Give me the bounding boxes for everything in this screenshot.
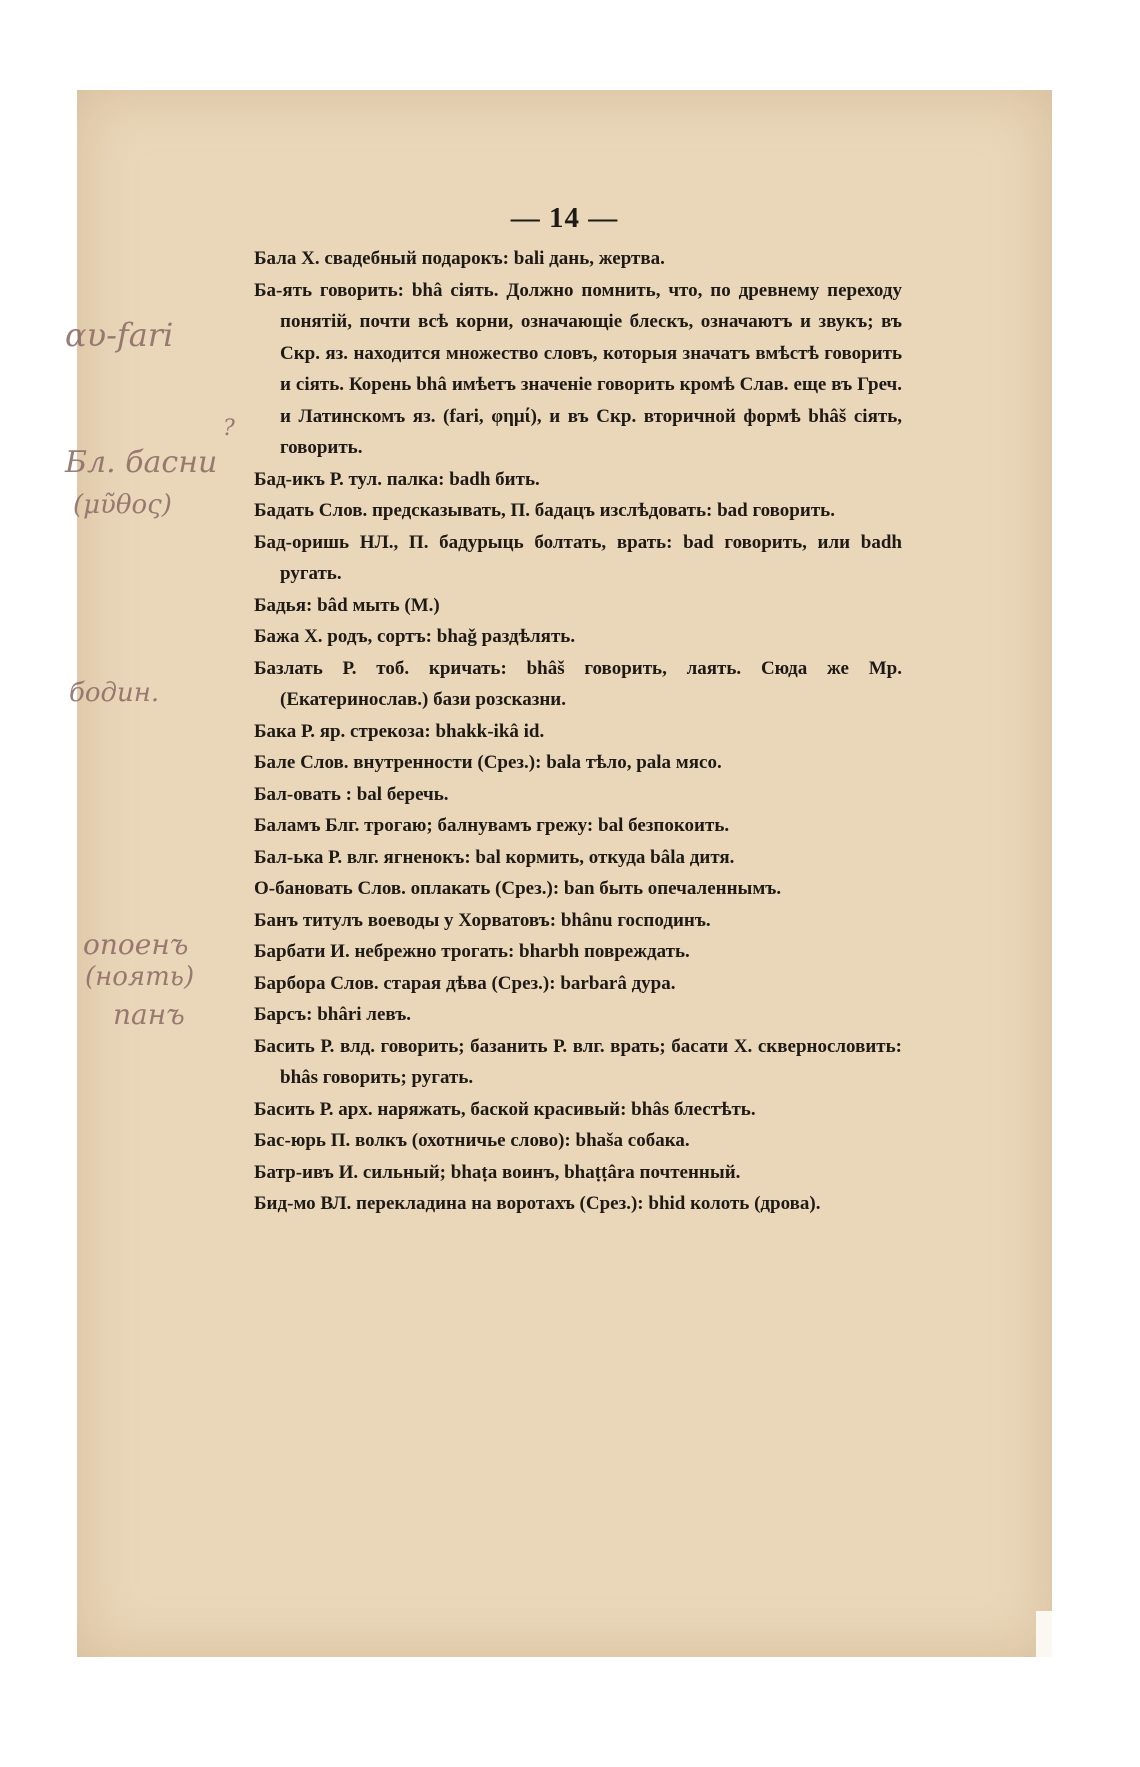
margin-note: ɑυ-fari bbox=[65, 316, 174, 354]
entry: Басить Р. арх. наряжать, баской красивый: bhâs блестѣть. bbox=[254, 1098, 756, 1120]
entry: Бас-юрь П. волкъ (охотничье слово): bhaša собака. bbox=[254, 1130, 690, 1151]
entry: Барсъ: bhâri левъ. bbox=[254, 1004, 412, 1025]
margin-note: бодин. bbox=[69, 678, 160, 708]
entry: Бал-ька Р. влг. ягненокъ: bal кормить, откуда bâla дитя. bbox=[254, 846, 735, 868]
dictionary-entries bbox=[254, 243, 902, 1220]
margin-note: панъ bbox=[113, 998, 185, 1031]
entry: Барбора Слов. старая дѣва (Срез.): barbarâ дура. bbox=[254, 972, 676, 994]
margin-note: (μῦθος) bbox=[73, 490, 172, 520]
entry: Ба-ять говорить: bhâ сіять. Должно помнить, что, по древнему переходу понятій, почти всѣ корни, означающіе блескъ, означаютъ и звукъ; въ Скр. яз. находится множество словъ, которыя значатъ вмѣстѣ говорить и сіять. Корень bhâ имѣетъ значеніе говорить кромѣ Слав. еще въ Греч. и Латинскомъ яз. (fari, φημί), и въ Скр. вторичной формѣ bhâš сіять, говорить. bbox=[254, 279, 902, 458]
entry: Батр-ивъ И. сильный; bhaṭa воинъ, bhaṭṭâra почтенный. bbox=[254, 1161, 741, 1183]
entry: Баламъ Блг. трогаю; балнувамъ грежу: bal безпокоить. bbox=[254, 815, 730, 836]
book-page bbox=[65, 90, 1052, 1657]
entry: Бид-мо ВЛ. перекладина на воротахъ (Срез.): bhid колоть (дрова). bbox=[254, 1193, 821, 1214]
entry: Бад-оришь НЛ., П. бадурыць болтать, врать: bad говорить, или badh ругать. bbox=[254, 531, 902, 584]
margin-note: (ноять) bbox=[85, 962, 195, 992]
entry: Басить Р. влд. говорить; базанить Р. влг. врать; басати Х. сквернословить: bhâs говорить; ругать. bbox=[254, 1035, 902, 1088]
entry: Бала Х. свадебный подарокъ: bali дань, жертва. bbox=[254, 248, 665, 269]
entry: Бадать Слов. предсказывать, П. бадацъ изслѣдовать: bad говорить. bbox=[254, 500, 835, 521]
entry: Бадья: bâd мыть (М.) bbox=[254, 594, 440, 616]
entry: Банъ титулъ воеводы у Хорватовъ: bhânu господинъ. bbox=[254, 909, 711, 931]
entry: Бад-икъ Р. тул. палка: badh бить. bbox=[254, 468, 540, 490]
entry: Барбати И. небрежно трогать: bharbh повреждать. bbox=[254, 941, 690, 962]
margin-note: Бл. басни bbox=[65, 445, 218, 480]
entry: Бажа Х. родъ, сортъ: bhaǧ раздѣлять. bbox=[254, 626, 576, 647]
page-edge bbox=[1036, 1611, 1052, 1657]
margin-note: ? bbox=[223, 416, 235, 441]
entry: Бал-овать : bal беречь. bbox=[254, 783, 449, 805]
entry: Базлать Р. тоб. кричать: bhâš говорить, лаять. Сюда же Мр. (Екатеринослав.) бази розсказни. bbox=[254, 657, 902, 710]
page-number: — 14 — bbox=[510, 202, 619, 234]
entry: Бале Слов. внутренности (Срез.): bala тѣло, pala мясо. bbox=[254, 752, 722, 773]
entry: Бака Р. яр. стрекоза: bhakk-ikâ id. bbox=[254, 720, 545, 742]
entry: О-бановать Слов. оплакать (Срез.): ban быть опечаленнымъ. bbox=[254, 878, 782, 899]
margin-note: опоенъ bbox=[83, 928, 189, 961]
